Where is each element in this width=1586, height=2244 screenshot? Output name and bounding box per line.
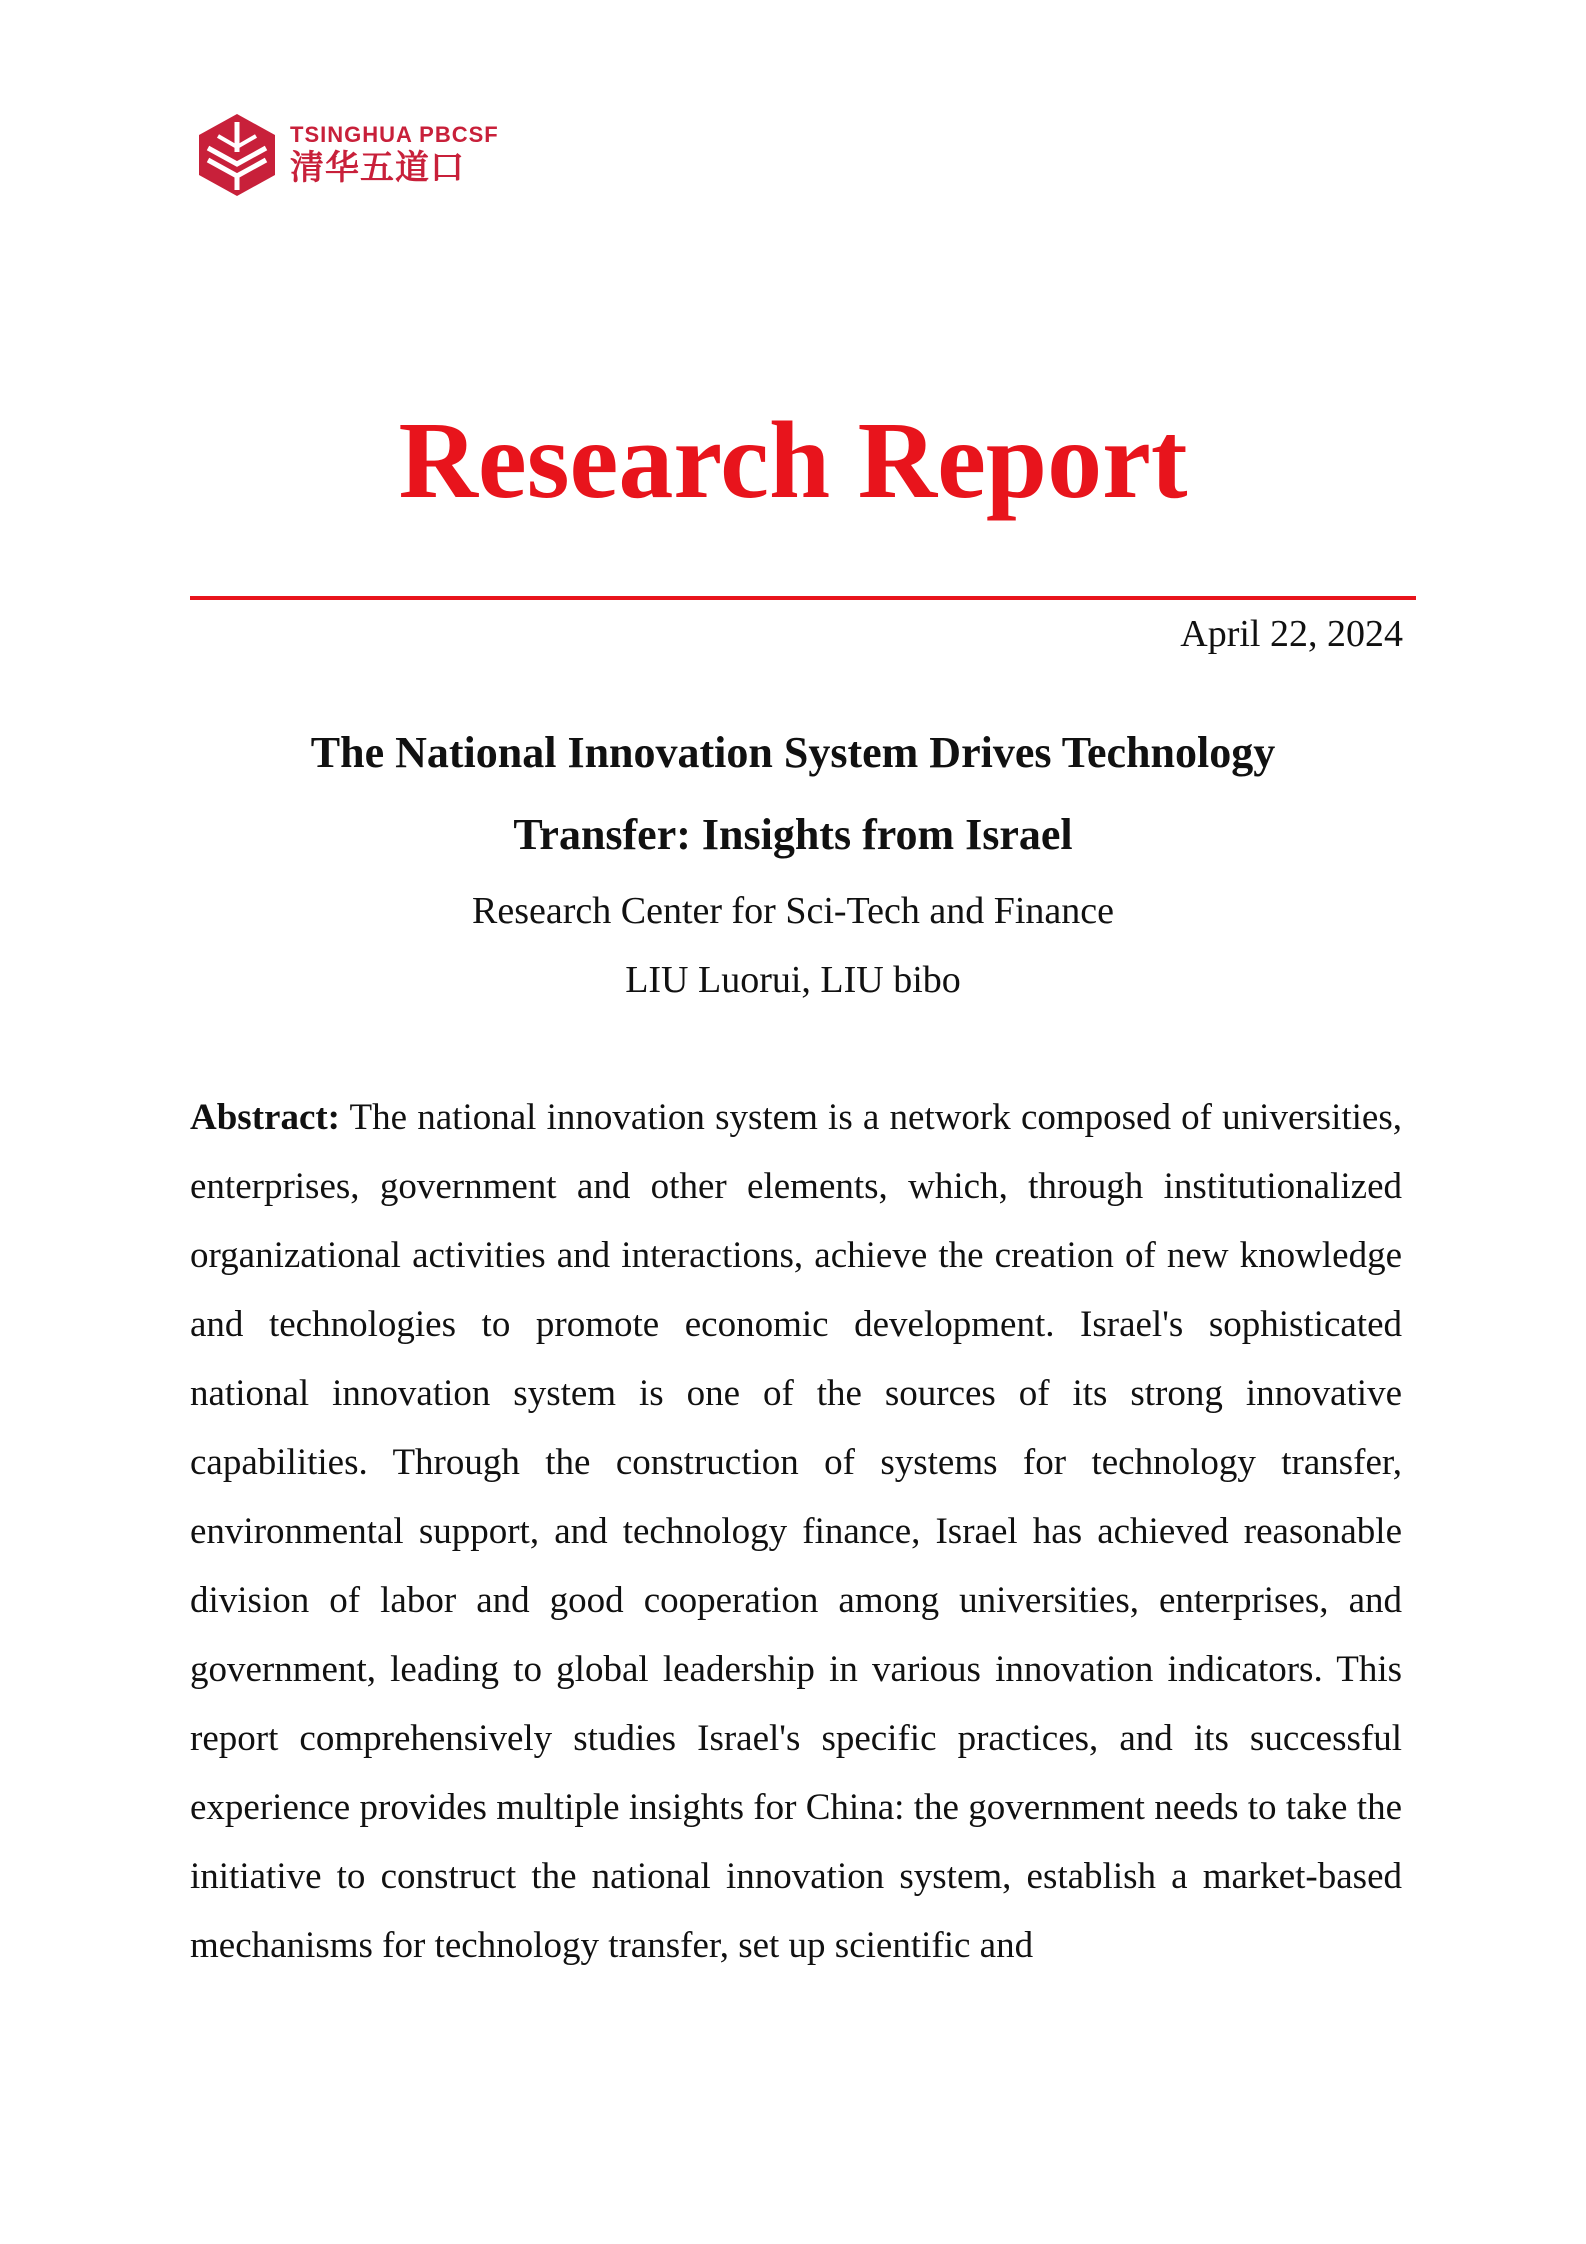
document-title-line-2: Transfer: Insights from Israel [513, 810, 1073, 859]
document-title-line-1: The National Innovation System Drives Technology [310, 728, 1276, 777]
institution-logo [196, 112, 499, 198]
research-organization: Research Center for Sci-Tech and Finance [471, 890, 1114, 932]
abstract-paragraph [190, 1083, 1402, 1980]
abstract-label: Abstract: [190, 1097, 341, 1138]
header-divider [190, 596, 1416, 600]
report-type-heading: Research Report [398, 399, 1188, 521]
logo-text [290, 122, 499, 188]
tsinghua-pbcsf-emblem-icon [196, 112, 278, 198]
logo-name-cn: 清华五道口 [290, 148, 465, 188]
logo-name-en: TSINGHUA PBCSF [290, 122, 499, 147]
report-date: April 22, 2024 [1180, 613, 1403, 655]
abstract-text: The national innovation system is a network composed of universities, enterprises, government and other elements, which, through institutionalized organizational activities and interactions, achieve the creation of new knowledge and technologies to promote economic development. Israel's sophisticated national innovation system is one of the sources of its strong innovative capabilities. Through the construction of systems for technology transfer, environmental support, and technology finance, Israel has achieved reasonable division of labor and good cooperation among universities, enterprises, and government, leading to global leadership in various innovation indicators. This report comprehensively studies Israel's specific practices, and its successful experience provides multiple insights for China: the government needs to take the initiative to construct the national innovation system, establish a market-based mechanisms for technology transfer, set up scientific and [190, 1097, 1402, 1966]
author-list: LIU Luorui, LIU bibo [625, 959, 961, 1001]
document-title [0, 712, 1586, 876]
